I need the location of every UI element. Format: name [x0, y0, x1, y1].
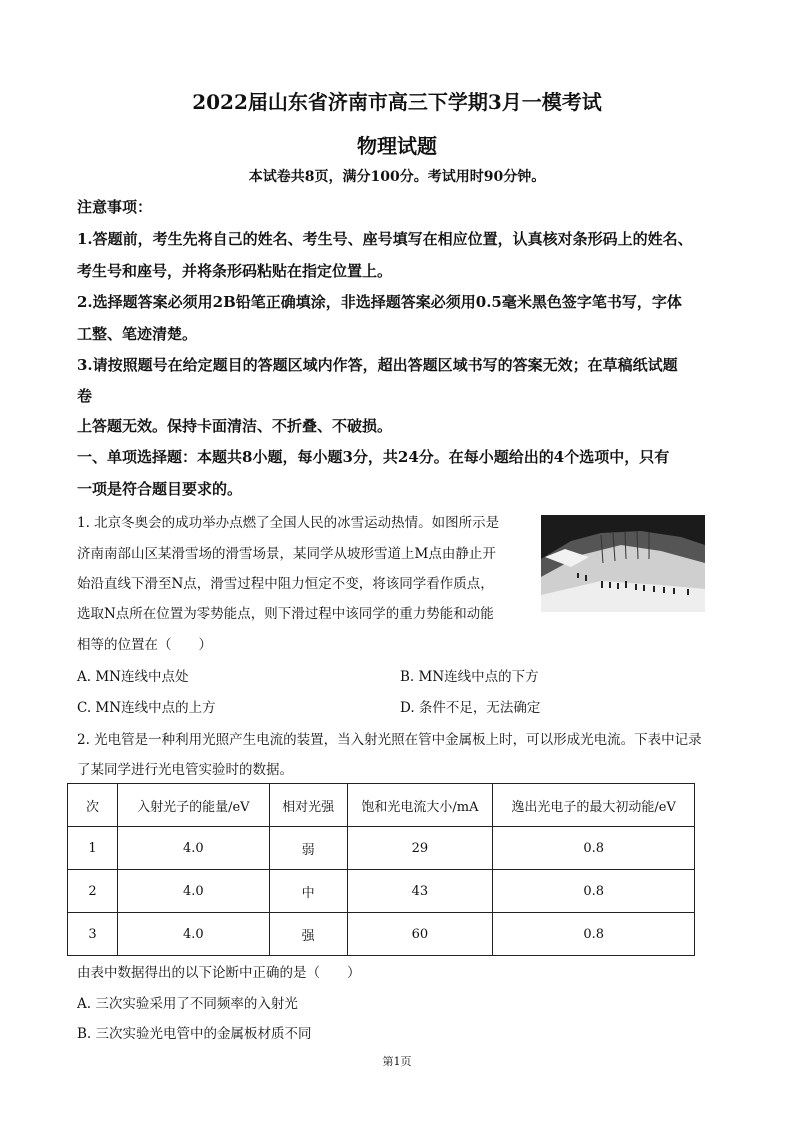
q1-option-b: B. MN连线中点的下方: [400, 669, 539, 685]
note-2: 2.选择题答案必须用2B铅笔正确填涂，非选择题答案必须用0.5毫米黑色签字笔书写，字体: [77, 293, 682, 311]
table-cell: 2: [68, 870, 118, 913]
q1-option-c: C. MN连线中点的上方: [77, 700, 216, 716]
table-cell: 29: [347, 827, 493, 870]
q2-question: 由表中数据得出的以下论断中正确的是（ ）: [77, 965, 361, 981]
q1-stem-1: 1. 北京冬奥会的成功举办点燃了全国人民的冰雪运动热情。如图所示是: [77, 515, 500, 531]
table-cell: 0.8: [493, 870, 695, 913]
table-cell: 0.8: [493, 827, 695, 870]
exam-info: 本试卷共8页，满分100分。考试用时90分钟。: [248, 169, 546, 185]
q2-option-b: B. 三次实验光电管中的金属板材质不同: [77, 1026, 312, 1042]
table-cell: 弱: [269, 827, 347, 870]
table-header-cell: 次: [68, 784, 118, 827]
table-cell: 中: [269, 870, 347, 913]
section-heading: 一、单项选择题：本题共8小题，每小题3分，共24分。在每小题给出的4个选项中，只有: [77, 448, 670, 466]
table-cell: 3: [68, 913, 118, 956]
table-row: [68, 827, 695, 870]
section-heading-cont: 一项是符合题目要求的。: [77, 480, 243, 498]
table-cell: 4.0: [117, 870, 269, 913]
q1-stem-5: 相等的位置在（ ）: [77, 637, 212, 653]
table-cell: 43: [347, 870, 493, 913]
table-header-cell: 饱和光电流大小/mA: [347, 784, 493, 827]
q1-stem-4: 选取N点所在位置为零势能点，则下滑过程中该同学的重力势能和动能: [77, 606, 494, 622]
q2-option-a: A. 三次实验采用了不同频率的入射光: [77, 996, 298, 1012]
ski-slope-photo: [541, 515, 705, 612]
table-cell: 0.8: [493, 913, 695, 956]
table-cell: 1: [68, 827, 118, 870]
table-cell: 4.0: [117, 913, 269, 956]
exam-subtitle: 物理试题: [357, 134, 437, 158]
note-2-cont: 工整、笔迹清楚。: [77, 325, 198, 343]
table-cell: 4.0: [117, 827, 269, 870]
table-header-row: [68, 784, 695, 827]
photoelectric-data-table: [67, 783, 695, 956]
table-cell: 60: [347, 913, 493, 956]
exam-title: 2022届山东省济南市高三下学期3月一模考试: [192, 90, 602, 114]
table-row: [68, 913, 695, 956]
note-3: 3.请按照题号在给定题目的答题区域内作答，超出答题区域书写的答案无效；在草稿纸试题: [77, 356, 678, 374]
table-header-cell: 逸出光电子的最大初动能/eV: [493, 784, 695, 827]
q1-stem-3: 始沿直线下滑至N点，滑雪过程中阻力恒定不变，将该同学看作质点，: [77, 576, 494, 592]
q1-option-a: A. MN连线中点处: [77, 669, 189, 685]
note-3-end: 上答题无效。保持卡面清洁、不折叠、不破损。: [77, 417, 393, 435]
q1-option-d: D. 条件不足，无法确定: [400, 700, 541, 716]
q1-stem-2: 济南南部山区某滑雪场的滑雪场景，某同学从坡形雪道上M点由静止开: [77, 546, 496, 562]
page-number: 第1页: [382, 1055, 412, 1068]
table-row: [68, 870, 695, 913]
note-1: 1.答题前，考生先将自己的姓名、考生号、座号填写在相应位置，认真核对条形码上的姓名、: [77, 230, 693, 248]
q2-stem-2: 了某同学进行光电管实验时的数据。: [77, 762, 293, 778]
table-cell: 强: [269, 913, 347, 956]
note-1-cont: 考生号和座号，并将条形码粘贴在指定位置上。: [77, 262, 393, 280]
q2-stem-1: 2. 光电管是一种利用光照产生电流的装置，当入射光照在管中金属板上时，可以形成光电流。下表中记录: [77, 732, 702, 748]
table-header-cell: 相对光强: [269, 784, 347, 827]
notes-heading: 注意事项：: [77, 198, 153, 216]
note-3-cont: 卷: [77, 387, 93, 405]
table-header-cell: 入射光子的能量/eV: [117, 784, 269, 827]
